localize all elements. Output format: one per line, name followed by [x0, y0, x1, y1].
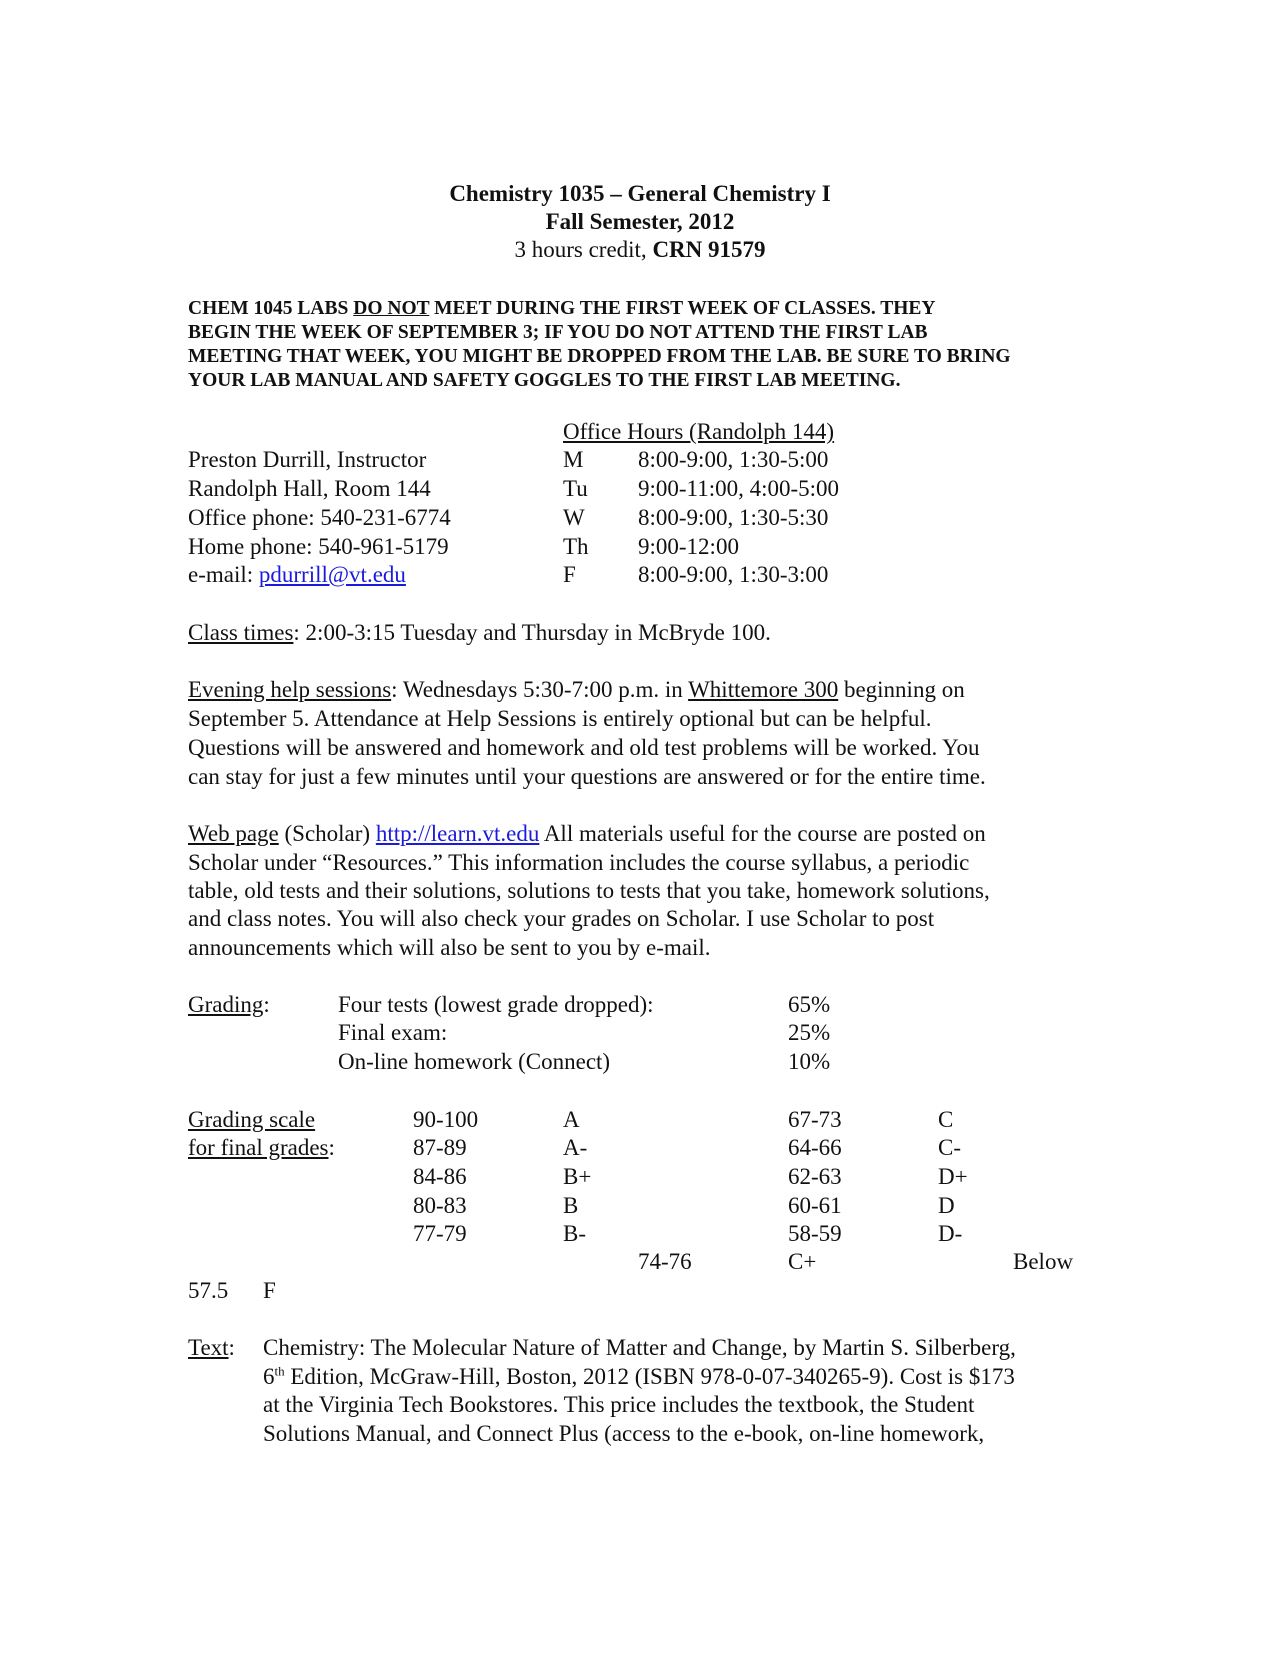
- grading-scale-colon: :: [328, 1135, 335, 1160]
- office-hours-time: 9:00-12:00: [638, 534, 739, 559]
- grading-item-name: On-line homework (Connect): [338, 1049, 611, 1074]
- text-line-1: Chemistry: The Molecular Nature of Matter and Change, by Martin S. Silberberg,: [263, 1335, 1016, 1360]
- scale-range: 84-86: [413, 1164, 467, 1189]
- credit-text: 3 hours credit,: [514, 237, 653, 262]
- scale-below-value: 57.5: [188, 1278, 229, 1303]
- scale-grade: B+: [563, 1164, 592, 1189]
- help-sessions-location: Whittemore 300: [688, 677, 839, 702]
- grading-colon: :: [263, 992, 270, 1017]
- grading-item-name: Four tests (lowest grade dropped):: [338, 992, 654, 1017]
- course-title: Chemistry 1035 – General Chemistry I: [449, 181, 831, 206]
- email-line: [188, 561, 406, 589]
- edition-suffix: th: [274, 1363, 285, 1379]
- class-times-label: Class times: [188, 620, 294, 645]
- scale-grade: C-: [938, 1135, 961, 1160]
- help-sessions-line-1: [188, 676, 965, 704]
- help-sessions-line-3: Questions will be answered and homework and old test problems will be worked. You: [188, 735, 980, 760]
- lab-notice-line-4: YOUR LAB MANUAL AND SAFETY GOGGLES TO THE FIRST LAB MEETING.: [188, 370, 901, 391]
- scale-grade: A-: [563, 1135, 588, 1160]
- text-colon: :: [228, 1335, 235, 1360]
- office-hours-day: Tu: [563, 476, 588, 501]
- scale-range: 74-76: [638, 1249, 692, 1274]
- email-label: e-mail:: [188, 562, 259, 587]
- class-times-text: : 2:00-3:15 Tuesday and Thursday in McBryde 100.: [293, 620, 771, 645]
- web-page-line-4: and class notes. You will also check your grades on Scholar. I use Scholar to post: [188, 906, 935, 931]
- scale-range: 87-89: [413, 1135, 467, 1160]
- web-page-line-1: [188, 820, 986, 848]
- instructor-name: Preston Durrill, Instructor: [188, 447, 427, 472]
- notice-text: MEET DURING THE FIRST WEEK OF CLASSES. THEY: [429, 298, 936, 319]
- scale-range: 90-100: [413, 1107, 479, 1132]
- lab-notice-line-1: [188, 297, 936, 321]
- instructor-office: Randolph Hall, Room 144: [188, 476, 431, 501]
- class-times: [188, 619, 771, 647]
- lab-notice-line-2: BEGIN THE WEEK OF SEPTEMBER 3; IF YOU DO NOT ATTEND THE FIRST LAB: [188, 322, 928, 343]
- text-line-4: Solutions Manual, and Connect Plus (access to the e-book, on-line homework,: [263, 1421, 985, 1446]
- office-hours-day: W: [563, 505, 585, 530]
- web-page-text: All materials useful for the course are posted on: [539, 821, 986, 846]
- scale-grade: B: [563, 1193, 579, 1218]
- office-hours-time: 8:00-9:00, 1:30-5:00: [638, 447, 829, 472]
- web-page-line-5: announcements which will also be sent to you by e-mail.: [188, 935, 711, 960]
- scale-range: 62-63: [788, 1164, 842, 1189]
- scale-range: 80-83: [413, 1193, 467, 1218]
- scale-grade: F: [263, 1278, 276, 1303]
- home-phone: Home phone: 540-961-5179: [188, 534, 449, 559]
- text-line-2-rest: Edition, McGraw-Hill, Boston, 2012 (ISBN 978-0-07-340265-9). Cost is $173: [284, 1364, 1015, 1389]
- help-sessions-line-2: September 5. Attendance at Help Sessions is entirely optional but can be helpful.: [188, 706, 932, 731]
- help-sessions-label: Evening help sessions: [188, 677, 392, 702]
- scale-grade: C: [938, 1107, 954, 1132]
- scholar-link[interactable]: http://learn.vt.edu: [375, 821, 540, 846]
- help-sessions-line-4: can stay for just a few minutes until your questions are answered or for the entire time.: [188, 764, 986, 789]
- scale-range: 77-79: [413, 1221, 467, 1246]
- office-hours-time: 8:00-9:00, 1:30-5:30: [638, 505, 829, 530]
- office-phone: Office phone: 540-231-6774: [188, 505, 451, 530]
- text-heading: [188, 1334, 235, 1362]
- web-page-label: Web page: [188, 821, 279, 846]
- grading-item-name: Final exam:: [338, 1020, 448, 1045]
- lab-notice-line-3: MEETING THAT WEEK, YOU MIGHT BE DROPPED FROM THE LAB. BE SURE TO BRING: [188, 346, 1011, 367]
- office-hours-day: Th: [563, 534, 589, 559]
- scale-grade: D: [938, 1193, 955, 1218]
- semester: Fall Semester, 2012: [545, 209, 735, 234]
- help-sessions-text: : Wednesdays 5:30-7:00 p.m. in: [391, 677, 689, 702]
- text-line-3: at the Virginia Tech Bookstores. This price includes the textbook, the Student: [263, 1392, 975, 1417]
- office-hours-day: M: [563, 447, 584, 472]
- scale-grade: B-: [563, 1221, 586, 1246]
- web-page-line-2: Scholar under “Resources.” This information includes the course syllabus, a periodic: [188, 850, 970, 875]
- web-page-line-3: table, old tests and their solutions, solutions to tests that you take, homework solutions,: [188, 878, 990, 903]
- scale-range: 64-66: [788, 1135, 842, 1160]
- credit-line: [0, 236, 1280, 264]
- office-hours-day: F: [563, 562, 576, 587]
- scale-below-label: Below: [1013, 1249, 1074, 1274]
- office-hours-time: 9:00-11:00, 4:00-5:00: [638, 476, 840, 501]
- scale-range: 60-61: [788, 1193, 842, 1218]
- edition-number: 6: [263, 1364, 275, 1389]
- grading-item-weight: 65%: [788, 992, 831, 1017]
- scale-range: 58-59: [788, 1221, 842, 1246]
- web-page-text: (Scholar): [278, 821, 376, 846]
- notice-text: CHEM 1045 LABS: [188, 298, 354, 319]
- office-hours-time: 8:00-9:00, 1:30-3:00: [638, 562, 829, 587]
- scale-grade: D+: [938, 1164, 968, 1189]
- text-label: Text: [188, 1335, 229, 1360]
- text-line-2: [263, 1363, 1015, 1391]
- grading-scale-label-2: [188, 1134, 335, 1162]
- scale-grade: A: [563, 1107, 580, 1132]
- grading-item-weight: 10%: [788, 1049, 831, 1074]
- help-sessions-text: beginning on: [838, 677, 965, 702]
- office-hours-title: Office Hours (Randolph 144): [563, 419, 835, 444]
- grading-scale-label: Grading scale: [188, 1107, 316, 1132]
- grading-scale-label-text: for final grades: [188, 1135, 329, 1160]
- grading-item-weight: 25%: [788, 1020, 831, 1045]
- email-link[interactable]: pdurrill@vt.edu: [258, 562, 406, 587]
- scale-grade: C+: [788, 1249, 817, 1274]
- crn: CRN 91579: [652, 237, 766, 262]
- notice-emphasis: DO NOT: [353, 298, 430, 319]
- grading-heading: [188, 991, 270, 1019]
- scale-grade: D-: [938, 1221, 963, 1246]
- scale-range: 67-73: [788, 1107, 842, 1132]
- grading-label: Grading: [188, 992, 264, 1017]
